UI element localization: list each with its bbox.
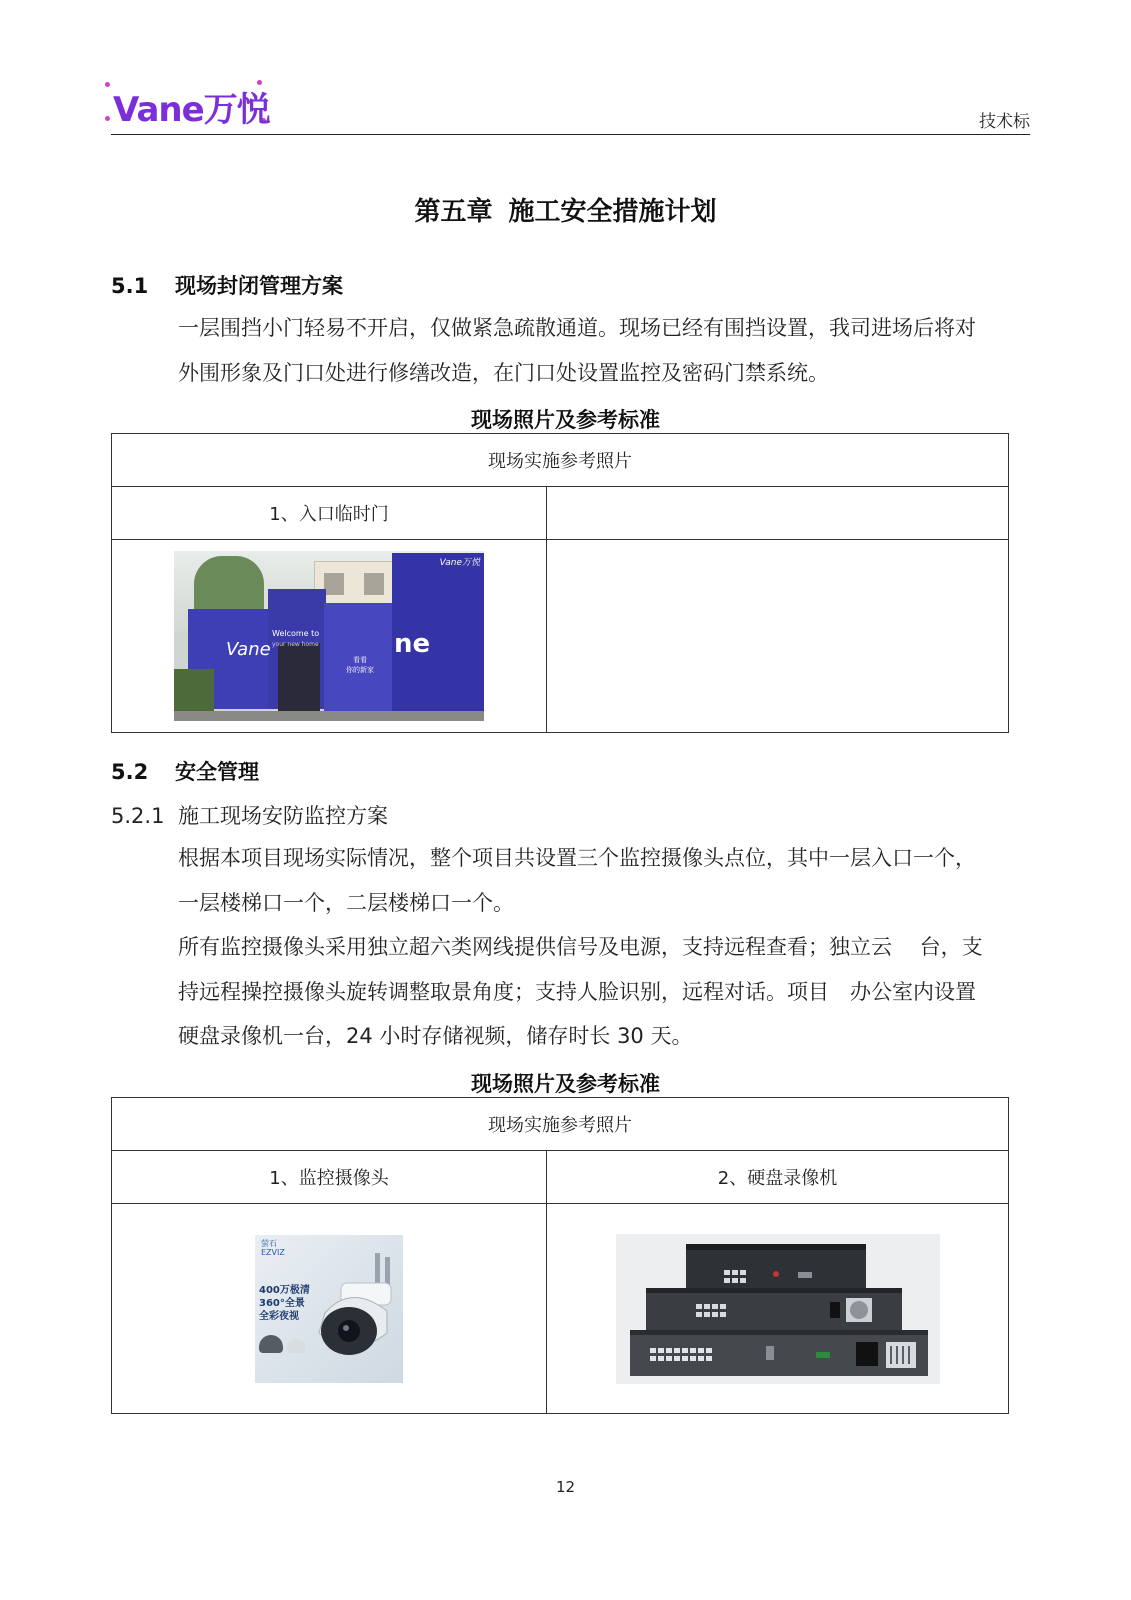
nvr-device-icon (616, 1234, 940, 1384)
section-number: 5.2 (111, 760, 149, 784)
photo-corner-logo: Vane万悦 (439, 558, 480, 568)
subsection-number: 5.2.1 (111, 804, 165, 828)
subsection-title: 施工现场安防监控方案 (178, 804, 388, 828)
hoarding-ne-text: ne (394, 629, 431, 659)
section-title: 现场封闭管理方案 (175, 274, 343, 298)
table-column-label: 2、硬盘录像机 (547, 1151, 1009, 1204)
chapter-number: 第五章 (414, 197, 493, 227)
paragraph-line: 持远程操控摄像头旋转调整取景角度；支持人脸识别，远程对话。项目 办公室内设置 (178, 979, 976, 1004)
table-caption: 现场照片及参考标准 (471, 408, 660, 432)
hoarding-cn-text: 看看 你的新家 (346, 656, 374, 674)
photo-cell (547, 1204, 1009, 1414)
hoarding-welcome-sub: your new home (272, 641, 319, 648)
paragraph-line: 根据本项目现场实际情况，整个项目共设置三个监控摄像头点位，其中一层入口一个， (178, 846, 976, 870)
section-5-2-1-paragraph-2 (178, 925, 1030, 1059)
security-camera-photo (255, 1235, 403, 1383)
section-5-2-1-paragraph-1 (178, 836, 1030, 925)
section-number: 5.1 (111, 274, 149, 298)
paragraph-line: 所有监控摄像头采用独立超六类网线提供信号及电源，支持远程查看；独立云 台，支 (178, 935, 983, 959)
hoarding-brand-text: Vane (226, 639, 271, 660)
camera-icon (305, 1253, 401, 1363)
table-column-label: 1、入口临时门 (112, 487, 547, 540)
section-title: 安全管理 (175, 760, 259, 784)
table-column-label (547, 487, 1009, 540)
hoarding-welcome-text: Welcome to (272, 629, 320, 638)
table-column-label: 1、监控摄像头 (112, 1151, 547, 1204)
photo-cell (112, 540, 547, 733)
document-type-label: 技术标 (979, 112, 1030, 132)
header-divider (111, 134, 1030, 135)
camera-feature-3: 全彩夜视 (259, 1310, 299, 1322)
table-header: 现场实施参考照片 (112, 434, 1009, 487)
site-photo-table-1 (111, 433, 1009, 733)
table-caption: 现场照片及参考标准 (471, 1072, 660, 1096)
photo-cell (112, 1204, 547, 1414)
company-logo (103, 78, 268, 128)
section-heading-5-1 (111, 270, 343, 300)
chapter-title (0, 191, 1131, 228)
paragraph-line: 外围形象及门口处进行修缮改造，在门口处设置监控及密码门禁系统。 (178, 360, 829, 385)
empty-photo-cell (547, 540, 1009, 733)
logo-text: Vane万悦 (113, 90, 270, 130)
camera-feature-1: 400万极清 (259, 1284, 310, 1296)
chapter-title-text: 施工安全措施计划 (508, 197, 717, 227)
site-photo-table-2 (111, 1097, 1009, 1414)
section-5-1-paragraph (178, 306, 1030, 395)
page-number: 12 (555, 1478, 576, 1496)
paragraph-line: 一层围挡小门轻易不开启，仅做紧急疏散通道。现场已经有围挡设置，我司进场后将对 (178, 316, 976, 340)
nvr-recorder-photo (616, 1234, 940, 1384)
camera-brand: 萤石 EZVIZ (261, 1238, 285, 1257)
subsection-heading-5-2-1 (111, 800, 388, 830)
entrance-gate-photo (174, 551, 484, 721)
camera-feature-2: 360°全景 (259, 1297, 305, 1309)
table-header: 现场实施参考照片 (112, 1098, 1009, 1151)
paragraph-line: 硬盘录像机一台，24 小时存储视频，储存时长 30 天。 (178, 1024, 693, 1048)
paragraph-line: 一层楼梯口一个，二层楼梯口一个。 (178, 890, 514, 915)
section-heading-5-2 (111, 756, 259, 786)
